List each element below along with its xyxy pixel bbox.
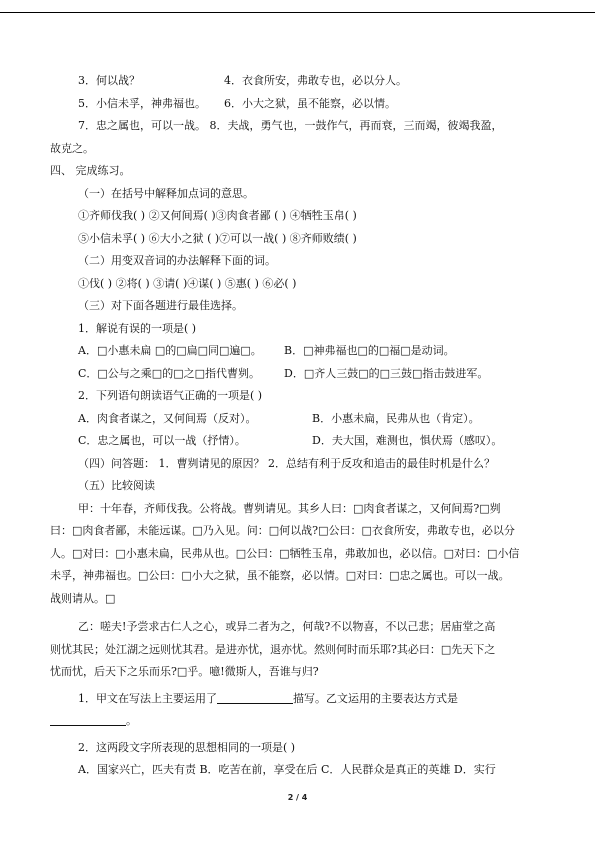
part-4-questions: （四）问答题： 1．曹刿请见的原因？ 2．总结有利于反攻和追击的最佳时机是什么？ <box>78 456 495 470</box>
option-c: C．□公与之乘□的□之□指代曹刿。 <box>78 366 260 380</box>
answer-row-3-4 <box>50 70 545 93</box>
answer-4: 4．衣食所安，弗敢专也，必以分人。 <box>224 74 407 87</box>
passage-yi-line: 则忧其民；处江湖之远则忧其君。是进亦忧，退亦忧。然则何时而乐耶?其必曰：□先天下之 <box>50 642 496 656</box>
passage-jia-line: 未孚，神弗福也。□公曰：□小大之狱，虽不能察，必以情。□对曰：□忠之属也。可以一战。 <box>50 569 510 582</box>
part-3-q1-options-cd <box>50 363 545 386</box>
option-d: D．□齐人三鼓□的□三鼓□指击鼓进军。 <box>284 366 489 380</box>
answer-5: 5．小信未孚，神弗福也。 <box>78 96 206 110</box>
passage-jia-line: 甲：十年春，齐师伐我。公将战。曹刿请见。其乡人曰：□肉食者谋之，又何间焉?□刿 <box>78 501 501 515</box>
part-3-title: （三）对下面各题进行最佳选择。 <box>78 299 243 312</box>
passage-jia-line: 曰：□肉食者鄙，未能远谋。□乃入见。问：□何以战?□公曰：□衣食所安，弗敢专也，必以分 <box>50 524 515 537</box>
passage-jia-line: 战则请从。□ <box>50 591 116 605</box>
passage-jia <box>50 498 545 611</box>
option-a: A．肉食者谋之，又何间焉（反对）。 <box>78 411 257 425</box>
answer-6: 6．小大之狱，虽不能察，必以情。 <box>224 96 396 110</box>
part-3-q2-options-cd <box>50 430 545 453</box>
answer-3: 3．何以战？ <box>78 74 140 87</box>
part-1-row-1: ①齐师伐我( ) ②又何间焉( )③肉食者鄙 ( ) ④牺牲玉帛( ) <box>78 209 357 222</box>
part-2-title: （二）用变双音词的办法解释下面的词。 <box>78 254 276 267</box>
option-a: A．□小惠未扁 □的□扁□同□遍□。 <box>78 344 262 357</box>
part-1-title: （一）在括号中解释加点词的意思。 <box>78 186 254 200</box>
option-d: D．夫大国，难测也，惧伏焉（感叹）。 <box>312 434 503 447</box>
passage-yi <box>50 616 545 684</box>
question-1-end: 。 <box>126 714 137 727</box>
worksheet-page <box>50 70 545 782</box>
answer-7-8: 7．忠之属也，可以一战。 8．夫战，勇气也，一鼓作气，再而衰，三而竭，彼竭我盈， <box>78 119 503 132</box>
option-b: B．□神弗福也□的□福□是动词。 <box>284 344 455 357</box>
answer-blank-2[interactable] <box>50 712 126 726</box>
question-1-middle: 描写。乙文运用的主要表达方式是 <box>293 691 458 705</box>
option-b: B．小惠未扁，民弗从也（肯定）。 <box>312 411 480 425</box>
answer-row-5-6 <box>50 93 545 116</box>
passage-jia-line: 人。□对曰：□小惠未扁，民弗从也。□公曰：□牺牲玉帛，弗敢加也，必以信。□对曰：□小信 <box>50 546 520 560</box>
part-5-question-1-cont <box>50 710 545 733</box>
part-5-title: （五）比较阅读 <box>78 479 155 492</box>
part-5-question-2: 2．这两段文字所表现的思想相同的一项是( ) <box>78 740 296 754</box>
section-4-heading: 四、 完成练习。 <box>50 164 131 177</box>
part-2-row: ①伐( ) ②将( ) ③请( )④谋( ) ⑤惠( ) ⑥必( ) <box>78 276 297 290</box>
answer-7-8-cont: 故克之。 <box>50 141 94 155</box>
part-1-row-2: ⑤小信未孚( ) ⑥大小之狱 ( )⑦可以一战( ) ⑧齐师败绩( ) <box>78 231 357 245</box>
part-3-q1-options-ab <box>50 340 545 363</box>
option-c: C．忠之属也，可以一战（抒情）。 <box>78 434 246 447</box>
part-3-question-1: 1．解说有误的一项是( ) <box>78 321 197 335</box>
header-rule <box>0 12 595 13</box>
part-3-q2-options-ab <box>50 408 545 431</box>
passage-yi-line: 忧而忧，后天下之乐而乐?□乎。噫!微斯人，吾谁与归? <box>50 665 319 678</box>
question-1-prefix: 1．甲文在写法上主要运用了 <box>78 691 217 705</box>
answer-blank-1[interactable] <box>217 690 293 704</box>
part-3-question-2: 2．下列语句朗读语气正确的一项是( ) <box>78 389 263 402</box>
page-number: 2 / 4 <box>287 793 308 802</box>
part-5-question-1 <box>50 688 545 711</box>
passage-yi-line: 乙：嗟夫!予尝求古仁人之心，或异二者为之，何哉?不以物喜，不以己悲；居庙堂之高 <box>78 620 496 633</box>
part-5-question-2-options: A．国家兴亡，匹夫有责 B．吃苦在前，享受在后 C．人民群众是真正的英雄 D．实行 <box>78 763 496 776</box>
